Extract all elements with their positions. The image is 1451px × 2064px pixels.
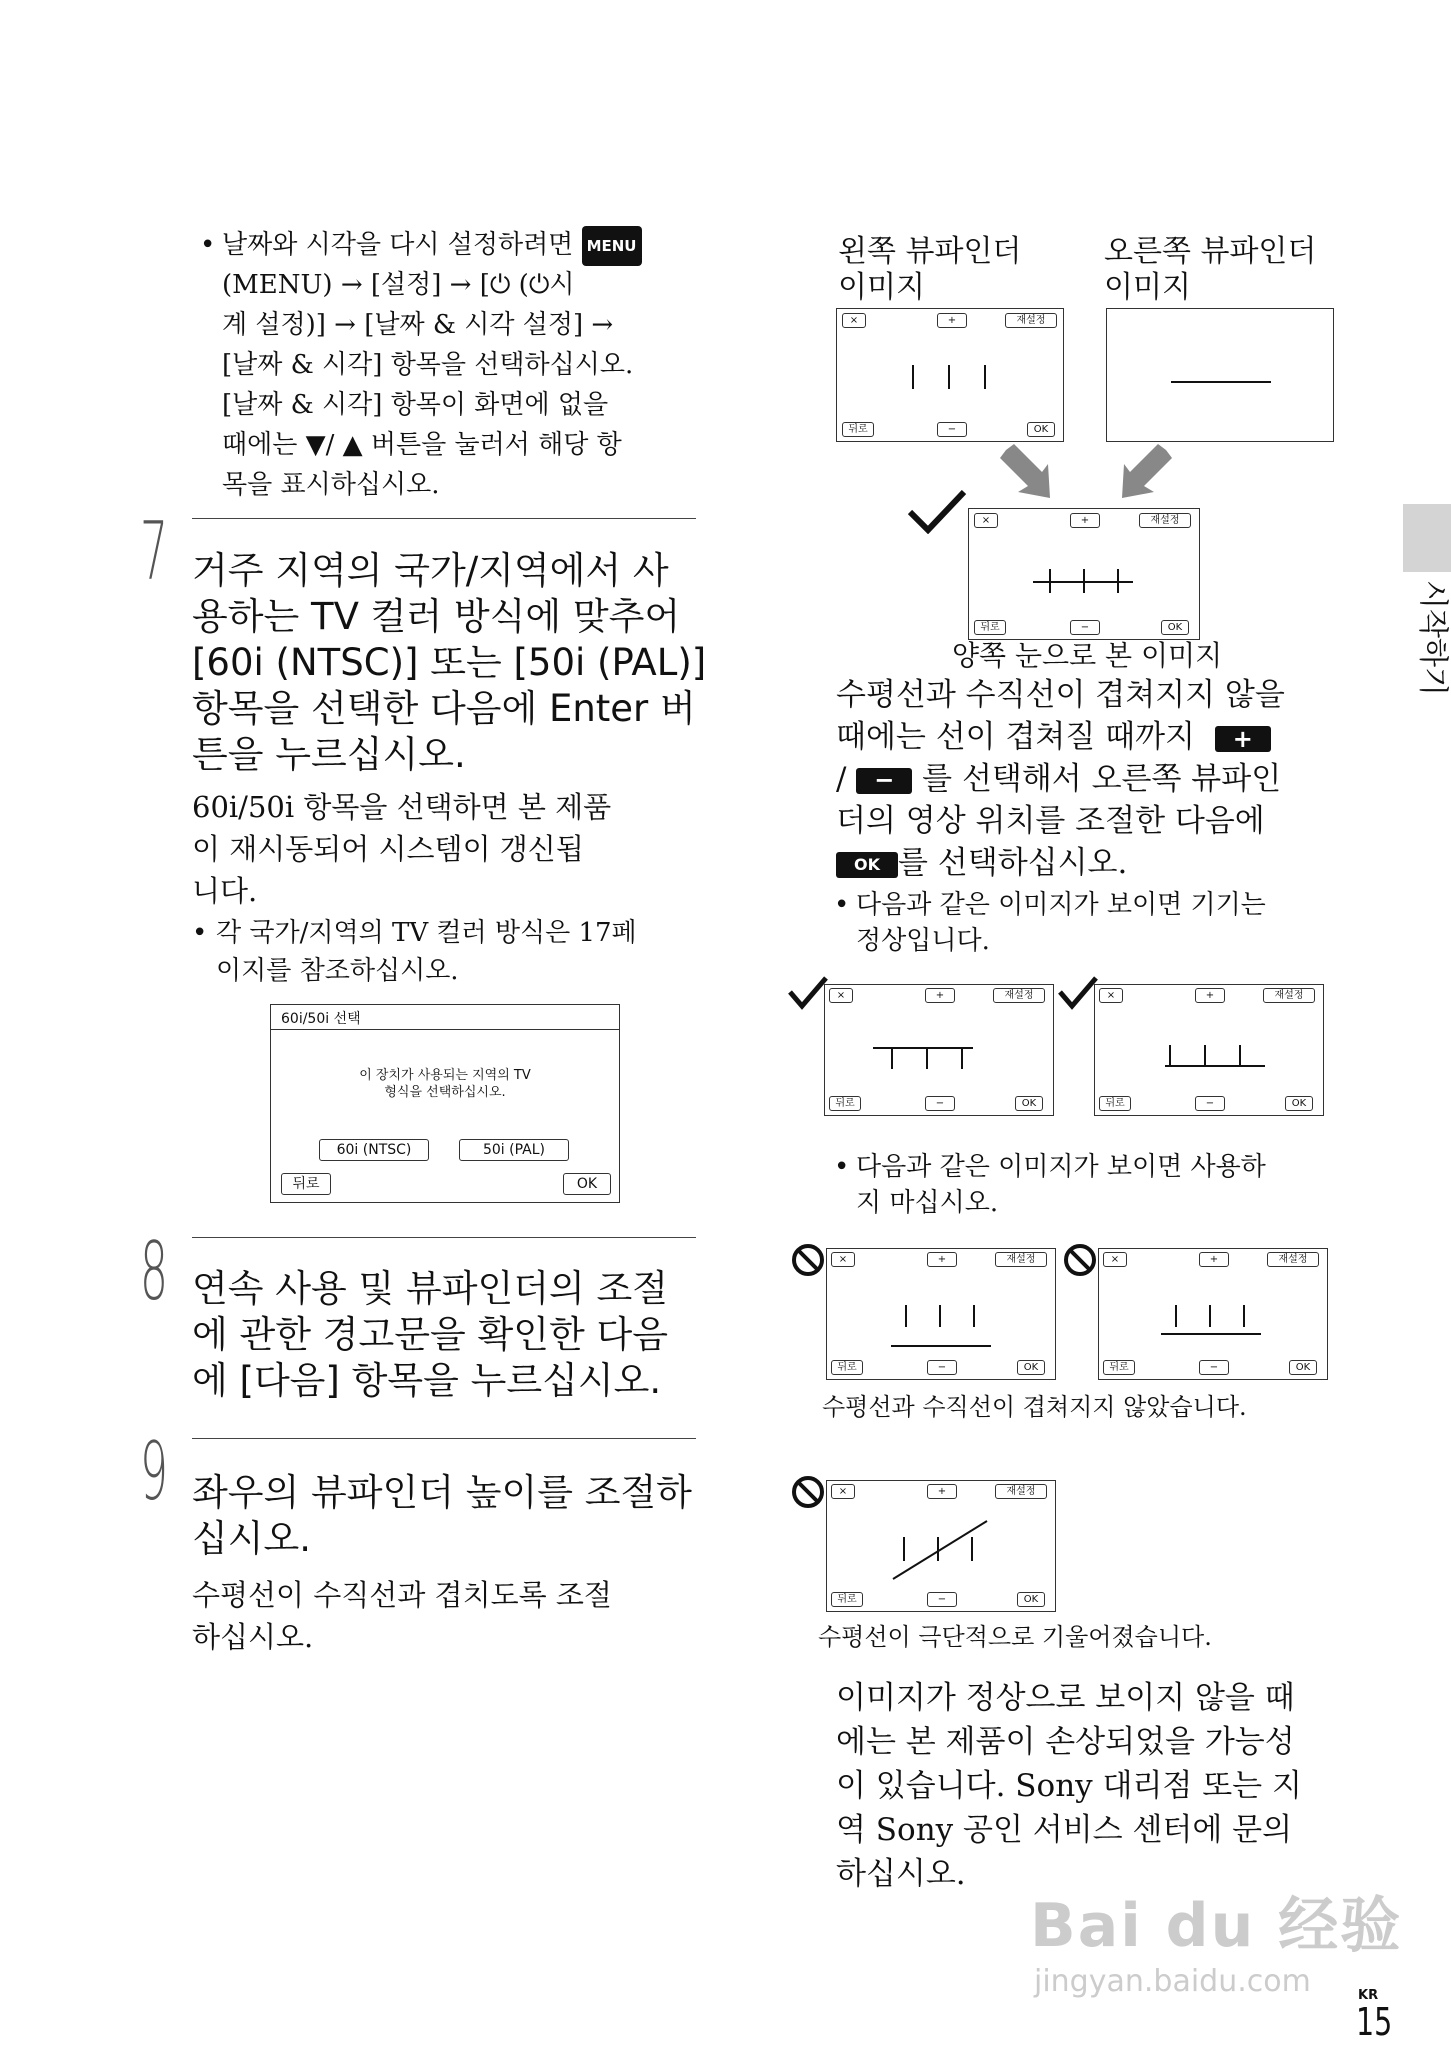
adjust-instructions: 수평선과 수직선이 겹쳐지지 않을 때에는 선이 겹쳐질 때까지 + / − 를 선택해서 오른쪽 뷰파인 더의 영상 위치를 조절한 다음에 OK 를 선택하십시오. <box>836 677 1285 881</box>
minus-button[interactable]: − <box>927 1592 957 1607</box>
prohibited-icon <box>790 1474 826 1510</box>
note-line: [날짜 & 시각] 항목이 화면에 없을 <box>222 390 609 420</box>
ok-key-icon: OK <box>836 852 898 878</box>
right-viewfinder-caption: 오른쪽 뷰파인더 이미지 <box>1104 234 1317 305</box>
minus-button[interactable]: − <box>927 1360 957 1375</box>
note-line: [날짜 & 시각] 항목을 선택하십시오. <box>222 350 634 380</box>
plus-button[interactable]: + <box>927 1252 957 1267</box>
bad-example-screen <box>1098 1248 1328 1380</box>
dialog-title: 60i/50i 선택 <box>281 1011 361 1027</box>
note-line: 목을 표시하십시오. <box>222 470 440 500</box>
closing-paragraph: 이미지가 정상으로 보이지 않을 때 에는 본 제품이 손상되었을 가능성 이 있습니다. Sony 대리점 또는 지 역 Sony 공인 서비스 센터에 문의 하십시오. <box>836 1680 1302 1892</box>
plus-key-icon: + <box>1215 726 1271 752</box>
check-icon <box>788 976 828 1010</box>
step-number: 9 <box>140 1425 168 1518</box>
ok-button[interactable]: OK <box>1017 1360 1045 1375</box>
ok-button[interactable]: OK <box>1027 422 1055 437</box>
prohibited-icon <box>790 1242 826 1278</box>
prohibited-icon <box>1062 1242 1098 1278</box>
step8-heading: 연속 사용 및 뷰파인더의 조절 에 관한 경고문을 확인한 다음 에 [다음] 항목을 누르십시오. <box>192 1267 668 1402</box>
note-line: 계 설정)] → [날짜 & 시각 설정] → <box>222 310 614 340</box>
page-number: 15 <box>1356 2000 1393 2044</box>
ok-button[interactable]: OK <box>1015 1096 1043 1111</box>
plus-button[interactable]: + <box>1195 988 1225 1003</box>
minus-button[interactable]: − <box>1199 1360 1229 1375</box>
step7-body: 60i/50i 항목을 선택하면 본 제품 이 재시동되어 시스템이 갱신됩 니다. <box>192 790 612 908</box>
note-line: 때에는 ▼/ ▲ 버튼을 눌러서 해당 항 <box>222 430 622 460</box>
step9-body: 수평선이 수직선과 겹치도록 조절 하십시오. <box>192 1578 612 1654</box>
plus-button[interactable]: + <box>927 1484 957 1499</box>
close-icon[interactable]: × <box>1103 1252 1127 1267</box>
tv-system-dialog <box>270 1004 620 1203</box>
back-button[interactable]: 뒤로 <box>974 620 1006 635</box>
close-icon[interactable]: × <box>974 513 998 528</box>
back-button[interactable]: 뒤로 <box>1103 1360 1135 1375</box>
ok-button[interactable]: OK <box>1285 1096 1313 1111</box>
reset-button[interactable]: 재설정 <box>995 1484 1047 1499</box>
step-number: 7 <box>140 505 168 598</box>
dialog-message: 이 장치가 사용되는 지역의 TV 형식을 선택하십시오. <box>359 1068 531 1100</box>
reset-button[interactable]: 재설정 <box>993 988 1045 1003</box>
minus-key-icon: − <box>856 768 912 794</box>
ok-button[interactable]: OK <box>563 1173 611 1195</box>
minus-button[interactable]: − <box>1070 620 1100 635</box>
close-icon[interactable]: × <box>1099 988 1123 1003</box>
close-icon[interactable]: × <box>831 1484 855 1499</box>
close-icon[interactable]: × <box>842 313 866 328</box>
ok-example-screen <box>824 984 1054 1116</box>
note-line: (MENU) → [설정] → [⏻ (⏻시 <box>222 270 575 300</box>
reset-button[interactable]: 재설정 <box>1263 988 1315 1003</box>
ntsc-button[interactable]: 60i (NTSC) <box>319 1139 429 1161</box>
step7-heading: 거주 지역의 국가/지역에서 사 용하는 TV 컬러 방식에 맞추어 [60i (NTSC)] 또는 [50i (PAL)] 항목을 선택한 다음에 Enter 버 튼을 누르십시오. <box>192 549 707 776</box>
check-icon <box>908 490 966 534</box>
right-viewfinder-screen <box>1106 308 1334 442</box>
divider <box>192 1237 696 1238</box>
ok-button[interactable]: OK <box>1161 620 1189 635</box>
combined-view-screen <box>968 508 1200 640</box>
watermark-url: jingyan.baidu.com <box>1034 1964 1311 1999</box>
back-button[interactable]: 뒤로 <box>831 1592 863 1607</box>
side-tab-label: 시작하기 <box>1415 580 1450 696</box>
divider <box>192 1438 696 1439</box>
side-tab-marker <box>1403 504 1451 572</box>
back-button[interactable]: 뒤로 <box>842 422 874 437</box>
back-button[interactable]: 뒤로 <box>1099 1096 1131 1111</box>
close-icon[interactable]: × <box>831 1252 855 1267</box>
minus-button[interactable]: − <box>925 1096 955 1111</box>
both-eyes-caption: 양쪽 눈으로 본 이미지 <box>952 639 1223 672</box>
back-button[interactable]: 뒤로 <box>281 1173 331 1195</box>
tilted-example-screen <box>826 1480 1056 1612</box>
close-icon[interactable]: × <box>829 988 853 1003</box>
not-overlap-caption: 수평선과 수직선이 겹쳐지지 않았습니다. <box>822 1393 1247 1421</box>
menu-key-icon: MENU <box>582 226 642 266</box>
reset-button[interactable]: 재설정 <box>1267 1252 1319 1267</box>
left-viewfinder-screen <box>836 308 1064 442</box>
back-button[interactable]: 뒤로 <box>831 1360 863 1375</box>
divider <box>192 518 696 519</box>
left-viewfinder-caption: 왼쪽 뷰파인더 이미지 <box>838 234 1022 305</box>
ok-button[interactable]: OK <box>1017 1592 1045 1607</box>
reset-button[interactable]: 재설정 <box>995 1252 1047 1267</box>
baidu-watermark: Bai du 经验 <box>1030 1891 1403 1961</box>
back-button[interactable]: 뒤로 <box>829 1096 861 1111</box>
minus-button[interactable]: − <box>1195 1096 1225 1111</box>
ok-example-screen <box>1094 984 1324 1116</box>
check-icon <box>1058 976 1098 1010</box>
step9-heading: 좌우의 뷰파인더 높이를 조절하 십시오. <box>192 1471 692 1560</box>
language-code: KR <box>1358 1988 1379 2003</box>
step-number: 8 <box>140 1225 168 1318</box>
reset-button[interactable]: 재설정 <box>1005 313 1057 328</box>
plus-button[interactable]: + <box>1070 513 1100 528</box>
plus-button[interactable]: + <box>925 988 955 1003</box>
plus-button[interactable]: + <box>1199 1252 1229 1267</box>
tilted-caption: 수평선이 극단적으로 기울어졌습니다. <box>818 1623 1212 1651</box>
merge-arrows-icon <box>996 444 1196 504</box>
ok-button[interactable]: OK <box>1289 1360 1317 1375</box>
note-line: 날짜와 시각을 다시 설정하려면 <box>222 230 574 260</box>
plus-button[interactable]: + <box>937 313 967 328</box>
pal-button[interactable]: 50i (PAL) <box>459 1139 569 1161</box>
bad-example-screen <box>826 1248 1056 1380</box>
minus-button[interactable]: − <box>937 422 967 437</box>
reset-button[interactable]: 재설정 <box>1139 513 1191 528</box>
